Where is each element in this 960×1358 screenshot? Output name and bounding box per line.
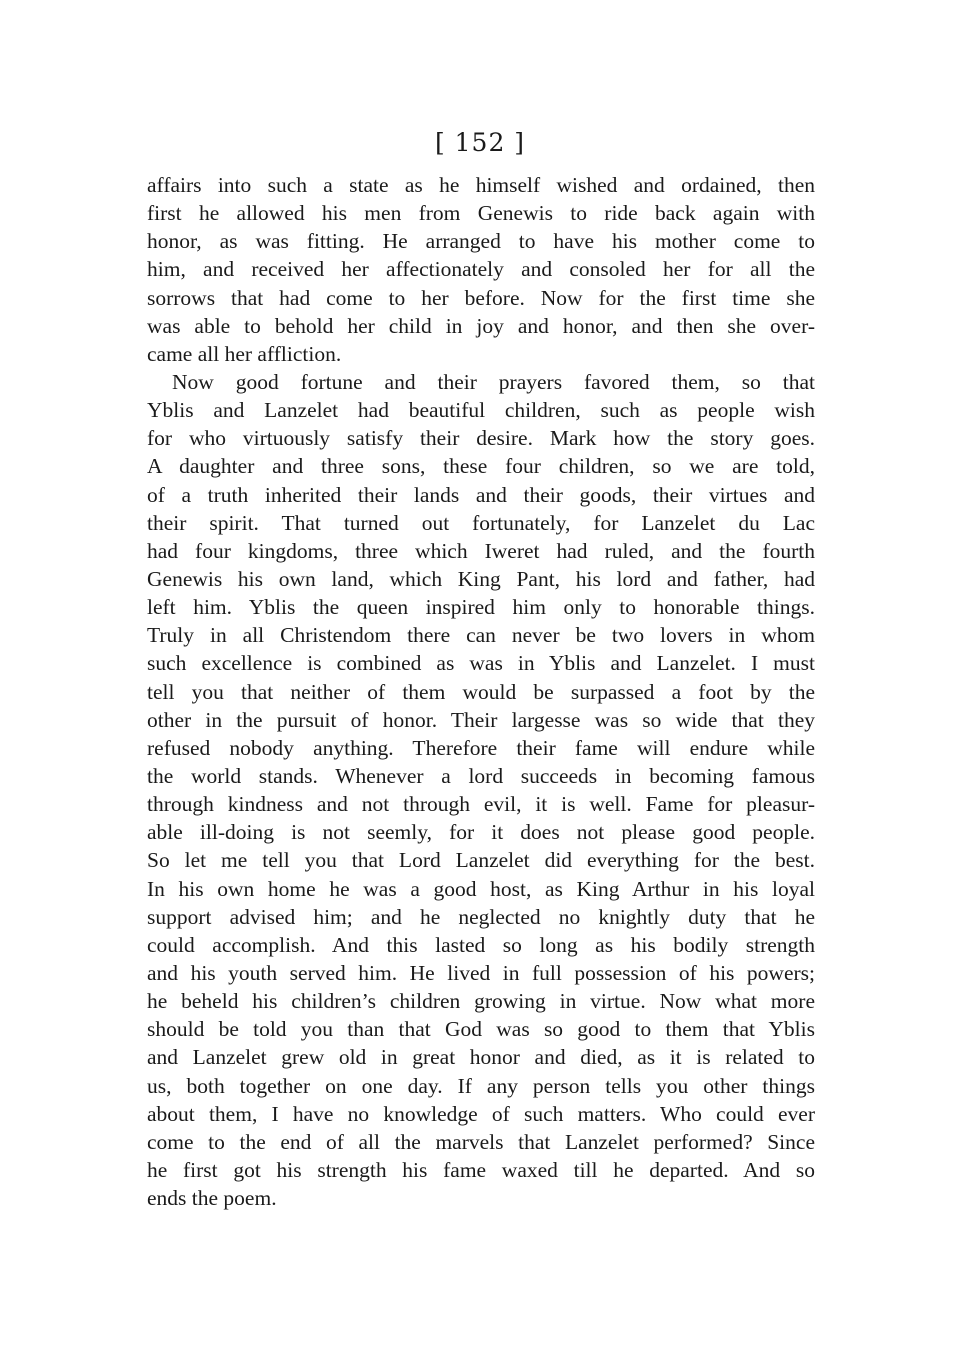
text-line: able ill-doing is not seemly, for it does not please good people. (147, 820, 815, 845)
text-line: the world stands. Whenever a lord succeeds in becoming famous (147, 763, 815, 788)
text-line: came all her affliction. (147, 341, 342, 366)
text-line: refused nobody anything. Therefore their fame will endure while (147, 735, 815, 760)
text-line: he beheld his children’s children growing in virtue. Now what more (147, 989, 815, 1014)
text-line: had four kingdoms, three which Iweret had ruled, and the fourth (147, 538, 815, 563)
paragraph (147, 171, 815, 368)
text-line: could accomplish. And this lasted so long as his bodily strength (147, 932, 815, 957)
text-line: affairs into such a state as he himself wished and ordained, then (147, 173, 815, 197)
body-text (147, 171, 815, 1212)
text-line: So let me tell you that Lord Lanzelet did everything for the best. (147, 848, 815, 873)
text-line: sorrows that had come to her before. Now for the first time she (147, 285, 815, 310)
text-line: and Lanzelet grew old in great honor and died, as it is related to (147, 1045, 815, 1070)
text-line: such excellence is combined as was in Yblis and Lanzelet. I must (147, 651, 815, 676)
text-line: him, and received her affectionately and consoled her for all the (147, 257, 815, 282)
text-line: of a truth inherited their lands and their goods, their virtues and (147, 482, 815, 507)
text-line: was able to behold her child in joy and honor, and then she over- (147, 313, 815, 338)
text-line: should be told you than that God was so good to them that Yblis (147, 1017, 815, 1042)
text-line: In his own home he was a good host, as King Arthur in his loyal (147, 876, 815, 901)
text-line: support advised him; and he neglected no knightly duty that he (147, 904, 815, 929)
text-line: first he allowed his men from Genewis to ride back again with (147, 201, 815, 226)
text-line: he first got his strength his fame waxed till he departed. And so (147, 1157, 815, 1182)
paragraph (147, 368, 815, 1212)
text-line: for who virtuously satisfy their desire. Mark how the story goes. (147, 426, 815, 451)
text-line: A daughter and three sons, these four children, so we are told, (147, 454, 815, 479)
text-line: and his youth served him. He lived in full possession of his powers; (147, 960, 815, 985)
text-line: ends the poem. (147, 1186, 277, 1211)
text-line: other in the pursuit of honor. Their largesse was so wide that they (147, 707, 815, 732)
text-line: left him. Yblis the queen inspired him only to honorable things. (147, 595, 815, 620)
page-number: [ 152 ] (434, 128, 526, 157)
text-line: Truly in all Christendom there can never be two lovers in whom (147, 623, 815, 648)
text-line: honor, as was fitting. He arranged to have his mother come to (147, 229, 815, 254)
text-line: come to the end of all the marvels that Lanzelet performed? Since (147, 1129, 815, 1154)
text-line: through kindness and not through evil, it is well. Fame for pleasur- (147, 792, 815, 817)
text-line: us, both together on one day. If any person tells you other things (147, 1073, 815, 1098)
text-line: tell you that neither of them would be surpassed a foot by the (147, 679, 815, 704)
text-line: Genewis his own land, which King Pant, his lord and father, had (147, 566, 815, 591)
text-line: Yblis and Lanzelet had beautiful children, such as people wish (147, 398, 815, 423)
text-line: Now good fortune and their prayers favored them, so that (172, 369, 815, 394)
text-line: their spirit. That turned out fortunately, for Lanzelet du Lac (147, 510, 815, 535)
text-line: about them, I have no knowledge of such matters. Who could ever (147, 1101, 815, 1126)
